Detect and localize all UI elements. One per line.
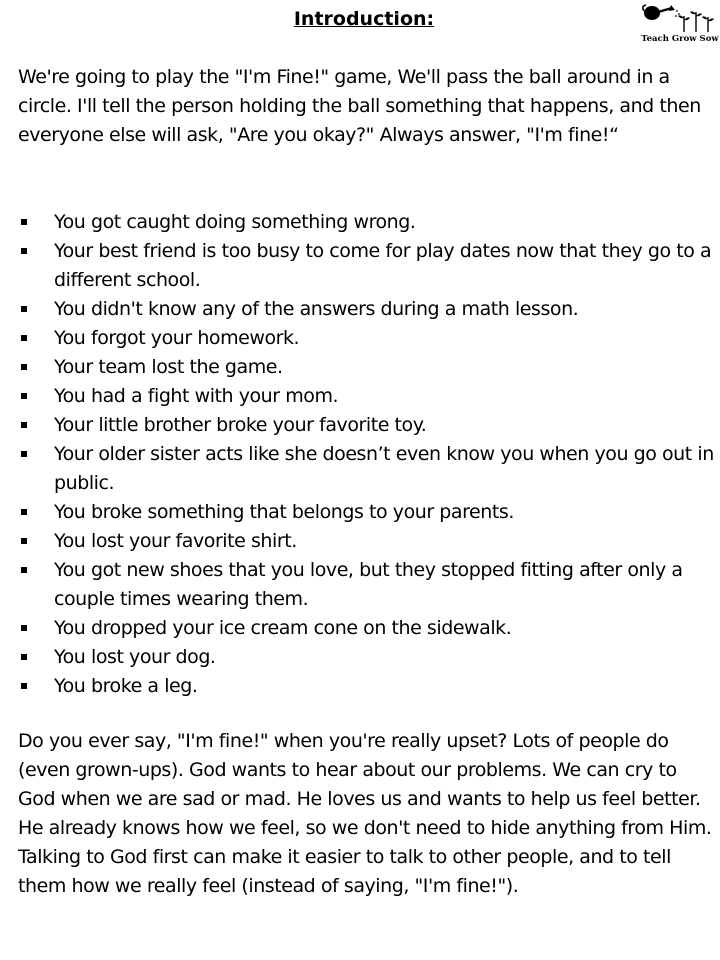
list-item-text: Your best friend is too busy to come for play dates now that they go to a different school.: [54, 240, 712, 291]
bullet-square-icon: [21, 654, 27, 660]
watering-can-seedling-icon: [640, 2, 720, 36]
list-item: [18, 527, 718, 556]
list-item-text: Your team lost the game.: [54, 356, 283, 378]
page-title: Introduction:: [293, 8, 435, 30]
scenario-list: [18, 208, 718, 701]
list-item-text: You lost your favorite shirt.: [54, 530, 297, 552]
list-item-text: You dropped your ice cream cone on the sidewalk.: [54, 617, 512, 639]
bullet-square-icon: [21, 625, 27, 631]
list-item: [18, 353, 718, 382]
list-item-text: You got caught doing something wrong.: [54, 211, 416, 233]
intro-paragraph: We're going to play the "I'm Fine!" game, We'll pass the ball around in a circle. I'll tell the person holding the ball something that happens, and then everyone else will ask, "Are you okay?" Always answer, "I'm fine!“: [18, 66, 701, 146]
closing-paragraph: Do you ever say, "I'm fine!" when you're really upset? Lots of people do (even grown-ups). God wants to hear about our problems. We can cry to God when we are sad or mad. He loves us and wants to help us feel better. He already knows how we feel, so we don't need to hide anything from Him. Talking to God first can make it easier to talk to other people, and to tell them how we really feel (instead of saying, "I'm fine!").: [18, 730, 712, 897]
list-item-text: Your little brother broke your favorite toy.: [54, 414, 427, 436]
list-item: [18, 672, 718, 701]
list-item-text: You had a fight with your mom.: [54, 385, 339, 407]
list-item-text: You forgot your homework.: [54, 327, 300, 349]
list-item: [18, 614, 718, 643]
bullet-square-icon: [21, 364, 27, 370]
bullet-square-icon: [21, 683, 27, 689]
list-item-text: Your older sister acts like she doesn’t even know you when you go out in public.: [54, 443, 714, 494]
list-item: [18, 498, 718, 527]
bullet-square-icon: [21, 306, 27, 312]
bullet-square-icon: [21, 335, 27, 341]
list-item: [18, 237, 718, 295]
list-item: [18, 295, 718, 324]
bullet-square-icon: [21, 451, 27, 457]
list-item-text: You lost your dog.: [54, 646, 216, 668]
list-item: [18, 411, 718, 440]
list-item: [18, 324, 718, 353]
list-item: [18, 556, 718, 614]
logo-text: Teach Grow Sow: [641, 34, 719, 44]
bullet-square-icon: [21, 509, 27, 515]
list-item: [18, 643, 718, 672]
list-item-text: You broke something that belongs to your parents.: [54, 501, 514, 523]
list-item: [18, 382, 718, 411]
list-item-text: You got new shoes that you love, but they stopped fitting after only a couple times wearing them.: [54, 559, 683, 610]
bullet-square-icon: [21, 393, 27, 399]
bullet-square-icon: [21, 219, 27, 225]
bullet-square-icon: [21, 538, 27, 544]
list-item: [18, 208, 718, 237]
bullet-square-icon: [21, 248, 27, 254]
bullet-square-icon: [21, 422, 27, 428]
logo: [640, 2, 720, 46]
list-item-text: You didn't know any of the answers during a math lesson.: [54, 298, 579, 320]
list-item: [18, 440, 718, 498]
list-item-text: You broke a leg.: [54, 675, 198, 697]
bullet-square-icon: [21, 567, 27, 573]
